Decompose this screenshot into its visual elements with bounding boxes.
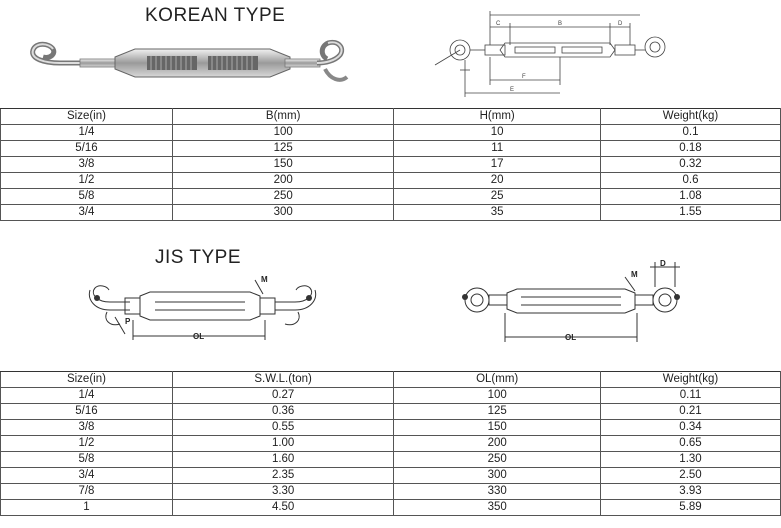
cell-swl: 1.60 [172, 452, 393, 468]
col-header-weight: Weight(kg) [601, 372, 781, 388]
col-header-weight: Weight(kg) [600, 109, 780, 125]
cell-b: 250 [172, 189, 393, 205]
cell-weight: 0.32 [600, 157, 780, 173]
cell-size: 7/8 [1, 484, 173, 500]
dim-b-label: B [558, 21, 563, 27]
dim-f-label: F [522, 74, 526, 80]
col-header-size: Size(in) [1, 372, 173, 388]
cell-weight: 1.55 [600, 205, 780, 221]
col-header-ol: OL(mm) [394, 372, 601, 388]
cell-h: 17 [394, 157, 601, 173]
cell-swl: 1.00 [172, 436, 393, 452]
col-header-h: H(mm) [394, 109, 601, 125]
jis-d-label: D [660, 259, 666, 268]
cell-swl: 4.50 [172, 500, 393, 516]
jis-type-title: JIS TYPE [155, 247, 242, 268]
cell-h: 10 [394, 125, 601, 141]
cell-size: 5/8 [1, 452, 173, 468]
col-header-b: B(mm) [172, 109, 393, 125]
jis-eye-ol-label: OL [565, 333, 577, 342]
cell-ol: 250 [394, 452, 601, 468]
cell-weight: 1.30 [601, 452, 781, 468]
cell-weight: 0.65 [601, 436, 781, 452]
cell-size: 1/2 [1, 436, 173, 452]
cell-b: 200 [172, 173, 393, 189]
cell-b: 100 [172, 125, 393, 141]
cell-size: 1/2 [1, 173, 173, 189]
cell-weight: 0.6 [600, 173, 780, 189]
cell-weight: 0.11 [601, 388, 781, 404]
table-row [1, 125, 781, 141]
table-row [1, 404, 781, 420]
table-row [1, 436, 781, 452]
table-row [1, 420, 781, 436]
cell-weight: 0.34 [601, 420, 781, 436]
cell-swl: 2.35 [172, 468, 393, 484]
dim-e-label: E [510, 87, 515, 93]
cell-swl: 0.55 [172, 420, 393, 436]
cell-h: 20 [394, 173, 601, 189]
jis-eye-m-label: M [631, 270, 638, 279]
korean-spec-table [0, 108, 781, 221]
korean-dimension-drawing [430, 5, 685, 100]
table-header-row [1, 109, 781, 125]
jis-ol-label: OL [193, 332, 205, 341]
cell-size: 5/16 [1, 141, 173, 157]
jis-eye-eye-drawing [455, 257, 695, 347]
table-row [1, 189, 781, 205]
cell-weight: 0.18 [600, 141, 780, 157]
cell-size: 3/8 [1, 420, 173, 436]
table-header-row [1, 372, 781, 388]
cell-weight: 0.1 [600, 125, 780, 141]
dim-c-label: C [496, 21, 501, 27]
jis-hook-hook-drawing [85, 272, 325, 347]
table-row [1, 157, 781, 173]
table-row [1, 484, 781, 500]
table-row [1, 205, 781, 221]
cell-h: 25 [394, 189, 601, 205]
cell-ol: 150 [394, 420, 601, 436]
col-header-size: Size(in) [1, 109, 173, 125]
table-row [1, 141, 781, 157]
cell-size: 3/8 [1, 157, 173, 173]
cell-weight: 1.08 [600, 189, 780, 205]
table-row [1, 500, 781, 516]
cell-weight: 3.93 [601, 484, 781, 500]
cell-ol: 125 [394, 404, 601, 420]
table-row [1, 173, 781, 189]
cell-swl: 3.30 [172, 484, 393, 500]
cell-ol: 350 [394, 500, 601, 516]
cell-b: 125 [172, 141, 393, 157]
cell-weight: 2.50 [601, 468, 781, 484]
korean-turnbuckle-photo [25, 35, 355, 95]
table-row [1, 468, 781, 484]
cell-h: 11 [394, 141, 601, 157]
cell-b: 300 [172, 205, 393, 221]
cell-size: 5/16 [1, 404, 173, 420]
cell-ol: 330 [394, 484, 601, 500]
cell-size: 3/4 [1, 205, 173, 221]
cell-b: 150 [172, 157, 393, 173]
cell-ol: 200 [394, 436, 601, 452]
cell-h: 35 [394, 205, 601, 221]
jis-m-label: M [261, 275, 268, 284]
table-row [1, 452, 781, 468]
jis-p-label: P [125, 317, 131, 326]
cell-swl: 0.27 [172, 388, 393, 404]
table-row [1, 388, 781, 404]
cell-size: 1/4 [1, 388, 173, 404]
cell-size: 1 [1, 500, 173, 516]
dim-d-label: D [618, 21, 623, 27]
cell-weight: 5.89 [601, 500, 781, 516]
cell-weight: 0.21 [601, 404, 781, 420]
col-header-swl: S.W.L.(ton) [172, 372, 393, 388]
cell-ol: 300 [394, 468, 601, 484]
korean-type-title: KOREAN TYPE [145, 5, 286, 26]
cell-size: 5/8 [1, 189, 173, 205]
jis-spec-table [0, 371, 781, 516]
cell-ol: 100 [394, 388, 601, 404]
cell-size: 1/4 [1, 125, 173, 141]
cell-size: 3/4 [1, 468, 173, 484]
cell-swl: 0.36 [172, 404, 393, 420]
